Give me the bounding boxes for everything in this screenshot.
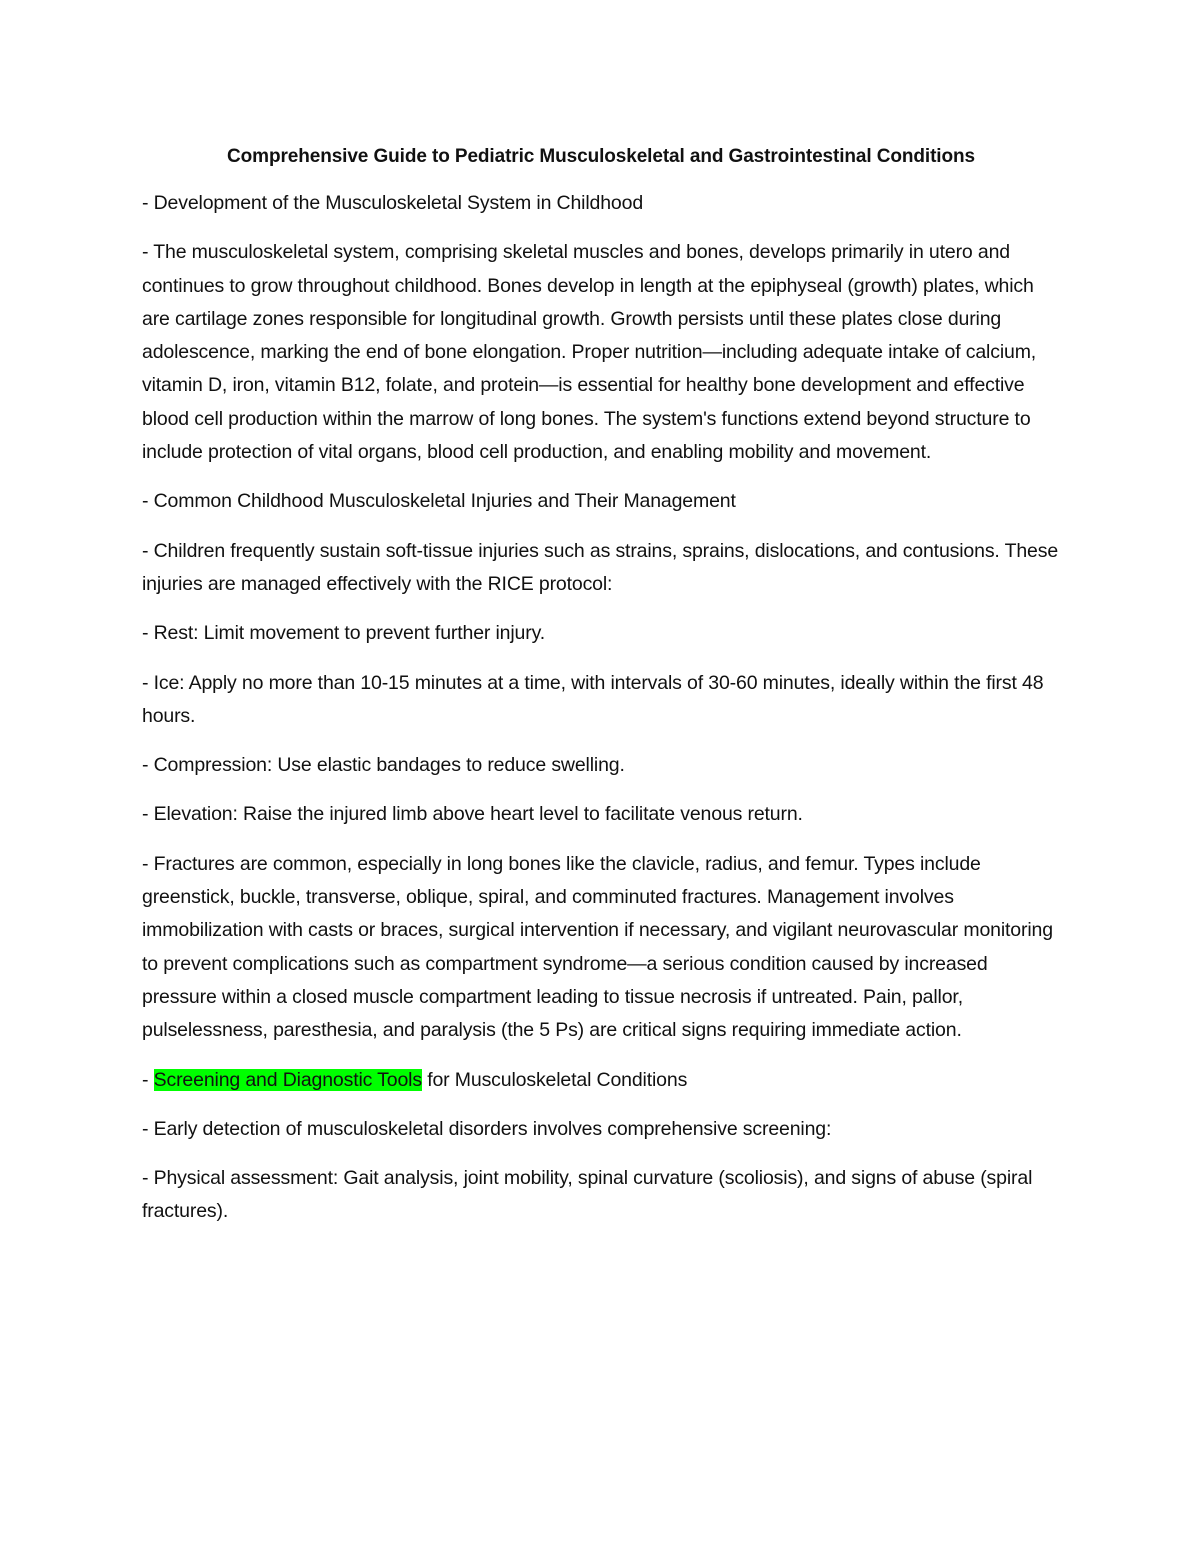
screening-heading-prefix: - [142,1068,154,1091]
rice-compression-item: - Compression: Use elastic bandages to reduce swelling. [142,754,625,777]
section-heading-injuries: - Common Childhood Musculoskeletal Injuries and Their Management [142,490,736,513]
screening-heading-suffix: for Musculoskeletal Conditions [421,1068,688,1091]
paragraph-soft-tissue-injuries: - Children frequently sustain soft-tissue injuries such as strains, sprains, dislocations, and contusions. These injuries are managed effectively with the RICE protocol: [142,539,1059,595]
rice-rest-item: - Rest: Limit movement to prevent further injury. [142,622,546,645]
paragraph-physical-assessment: - Physical assessment: Gait analysis, joint mobility, spinal curvature (scoliosis), and signs of abuse (spiral fractures). [142,1167,1033,1223]
highlighted-text: Screening and Diagnostic Tools [153,1068,422,1091]
paragraph-development: - The musculoskeletal system, comprising skeletal muscles and bones, develops primarily in utero and continues to grow throughout childhood. Bones develop in length at the epiphyseal (growth) plates, which are cartilage zones responsible for longitudinal growth. Growth persists until these plates close during adolescence, marking the end of bone elongation. Proper nutrition—including adequate intake of calcium, vitamin D, iron, vitamin B12, folate, and protein—is essential for healthy bone development and effective blood cell production within the marrow of long bones. The system's functions extend beyond structure to include protection of vital organs, blood cell production, and enabling mobility and movement. [142,241,1037,464]
paragraph-early-detection: - Early detection of musculoskeletal disorders involves comprehensive screening: [142,1117,832,1140]
paragraph-fractures: - Fractures are common, especially in long bones like the clavicle, radius, and femur. Types include greenstick, buckle, transverse, oblique, spiral, and comminuted fractures. Management involves immobilization with casts or braces, surgical intervention if necessary, and vigilant neurovascular monitoring to prevent complications such as compartment syndrome—a serious condition caused by increased pressure within a closed muscle compartment leading to tissue necrosis if untreated. Pain, pallor, pulselessness, paresthesia, and paralysis (the 5 Ps) are critical signs requiring immediate action. [142,852,1053,1042]
document-page [142,141,1060,1245]
rice-elevation-item: - Elevation: Raise the injured limb above heart level to facilitate venous return. [142,803,803,826]
section-heading-screening [142,1064,1060,1097]
rice-ice-item: - Ice: Apply no more than 10-15 minutes at a time, with intervals of 30-60 minutes, ideally within the first 48 hours. [142,671,1044,727]
document-title: Comprehensive Guide to Pediatric Musculoskeletal and Gastrointestinal Conditions [227,146,975,167]
section-heading-development: - Development of the Musculoskeletal System in Childhood [142,192,644,214]
